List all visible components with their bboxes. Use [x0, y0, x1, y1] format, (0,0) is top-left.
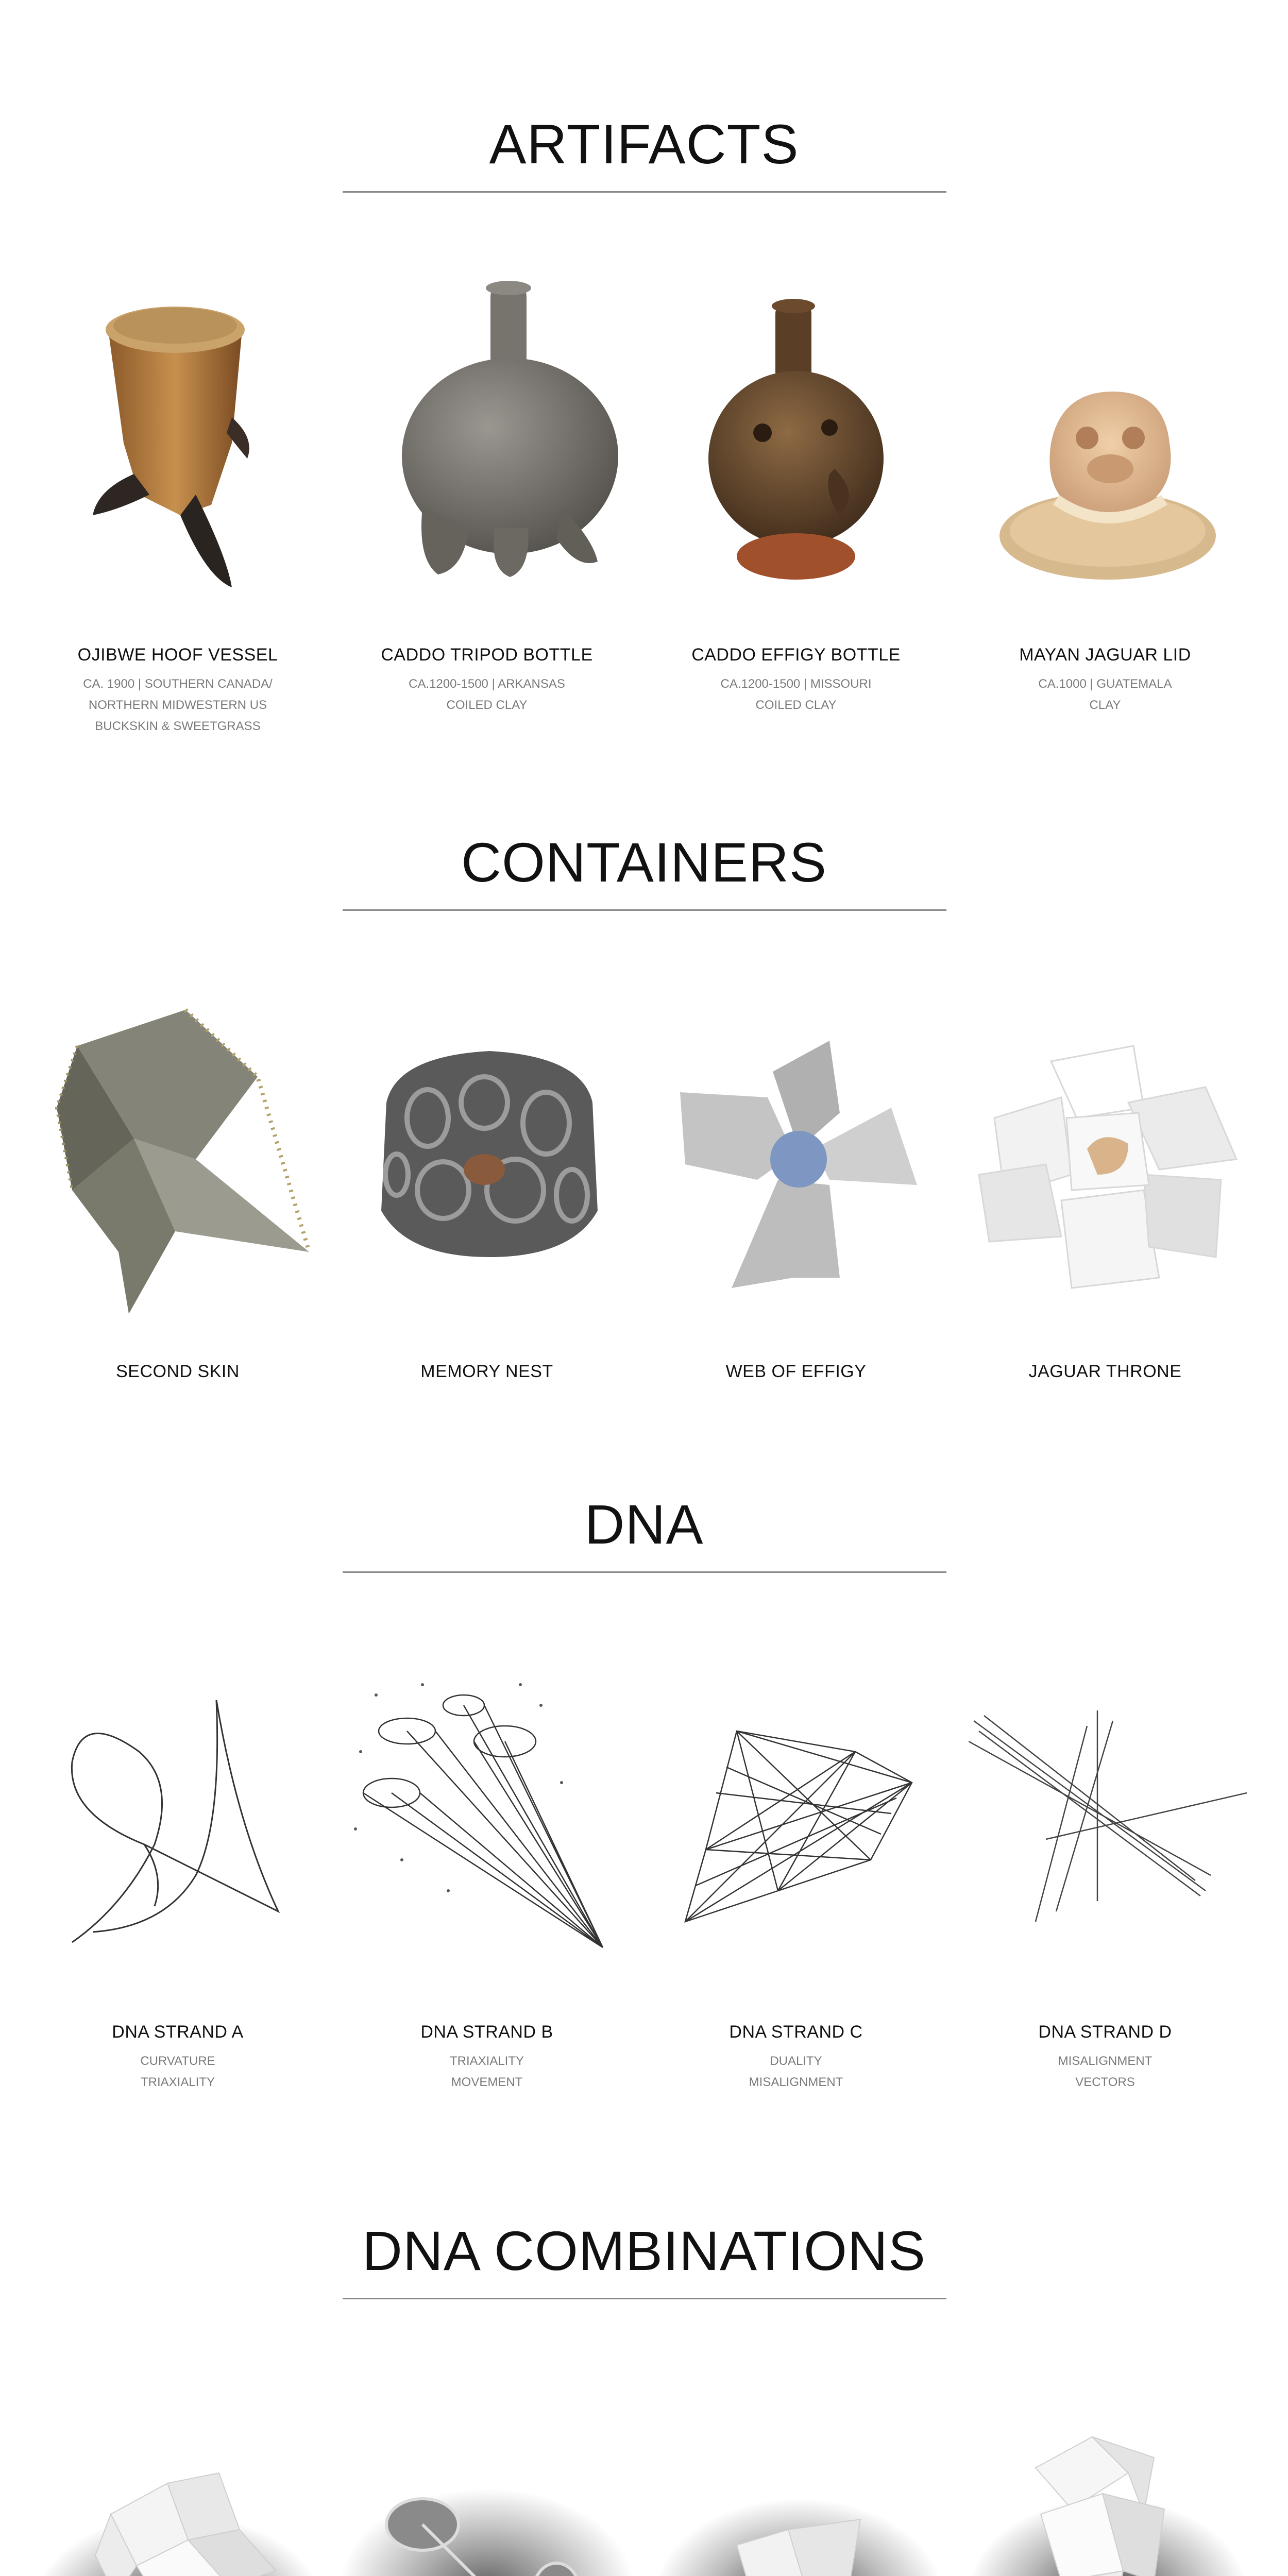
dna-strand-trait: MOVEMENT: [451, 2075, 523, 2089]
dna-strand-trait: MISALIGNMENT: [749, 2075, 843, 2089]
dna-strand-trait: CURVATURE: [140, 2054, 215, 2068]
mayan-jaguar-lid-image: [994, 381, 1221, 582]
dna-strand-trait: VECTORS: [1075, 2075, 1135, 2089]
section-title-dna: DNA: [584, 1493, 704, 1555]
container-name: WEB OF EFFIGY: [725, 1362, 867, 1381]
ojibwe-hoof-vessel-image: [77, 289, 273, 598]
section-title-dna-combinations: DNA COMBINATIONS: [362, 2219, 926, 2282]
dna-strand-trait: TRIAXIALITY: [140, 2075, 215, 2089]
memory-nest-image: [366, 1041, 613, 1262]
container-caption: [343, 1362, 631, 1382]
artifact-detail: NORTHERN MIDWESTERN US: [88, 698, 267, 712]
container-name: MEMORY NEST: [420, 1362, 553, 1381]
dna-strand-trait: TRIAXIALITY: [449, 2054, 524, 2068]
artifact-caption: [33, 645, 322, 737]
container-name: SECOND SKIN: [116, 1362, 240, 1381]
combination-b-d-render: [340, 2468, 634, 2576]
artifact-caption: [652, 645, 940, 716]
combination-a-b-render: [33, 2452, 322, 2576]
artifact-detail: CA.1000 | GUATEMALA: [1038, 677, 1172, 691]
web-of-effigy-image: [675, 1036, 922, 1293]
artifact-detail: CA. 1900 | SOUTHERN CANADA/: [83, 677, 273, 691]
dna-caption: [343, 2022, 631, 2093]
jaguar-throne-image: [974, 1041, 1242, 1293]
dna-strand-name: DNA STRAND C: [729, 2022, 863, 2042]
artifact-name: CADDO EFFIGY BOTTLE: [691, 645, 901, 665]
artifact-detail: CLAY: [1089, 698, 1121, 712]
dna-strand-trait: DUALITY: [770, 2054, 822, 2068]
section-title-artifacts: ARTIFACTS: [489, 113, 799, 175]
container-caption: [652, 1362, 940, 1382]
artifact-caption: [961, 645, 1249, 716]
combination-d-a-render: [969, 2427, 1247, 2576]
section-divider: [343, 2298, 946, 2299]
container-caption: [33, 1362, 322, 1382]
caddo-effigy-bottle-image: [706, 299, 886, 587]
artifact-name: CADDO TRIPOD BOTTLE: [381, 645, 593, 665]
section-divider: [343, 1571, 946, 1573]
artifact-detail: BUCKSKIN & SWEETGRASS: [95, 719, 261, 733]
container-caption: [961, 1362, 1249, 1382]
second-skin-image: [41, 1005, 319, 1324]
artifact-detail: COILED CLAY: [446, 698, 528, 712]
dna-strand-name: DNA STRAND A: [112, 2022, 244, 2042]
artifact-detail: CA.1200-1500 | MISSOURI: [720, 677, 872, 691]
dna-caption: [33, 2022, 322, 2093]
caddo-tripod-bottle-image: [392, 281, 629, 580]
dna-caption: [961, 2022, 1249, 2093]
dna-strand-a-drawing: [62, 1690, 299, 1958]
combination-c-d-render: [654, 2478, 943, 2576]
dna-strand-trait: MISALIGNMENT: [1058, 2054, 1153, 2068]
artifact-caption: [343, 645, 631, 716]
artifact-name: MAYAN JAGUAR LID: [1019, 645, 1191, 665]
artifact-name: OJIBWE HOOF VESSEL: [77, 645, 278, 665]
dna-caption: [652, 2022, 940, 2093]
section-divider: [343, 191, 946, 193]
artifact-detail: CA.1200-1500 | ARKANSAS: [409, 677, 565, 691]
dna-strand-name: DNA STRAND B: [420, 2022, 553, 2042]
section-divider: [343, 909, 946, 911]
dna-strand-name: DNA STRAND D: [1038, 2022, 1172, 2042]
dna-strand-b-drawing: [345, 1674, 613, 1963]
artifact-detail: COILED CLAY: [755, 698, 837, 712]
container-name: JAGUAR THRONE: [1028, 1362, 1182, 1381]
section-title-containers: CONTAINERS: [461, 831, 827, 893]
dna-strand-d-drawing: [969, 1705, 1247, 1927]
dna-strand-c-drawing: [675, 1721, 917, 1927]
